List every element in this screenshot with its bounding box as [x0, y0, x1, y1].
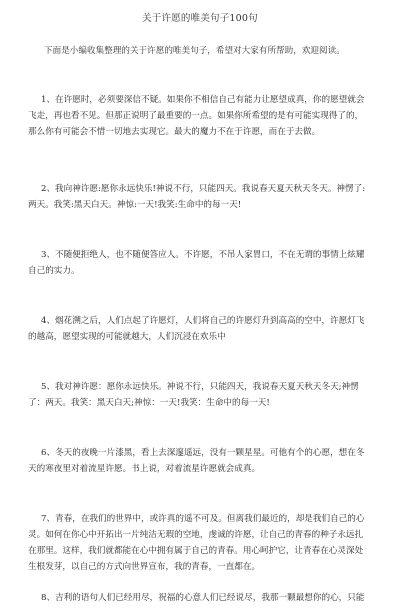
paragraph-line: 1、在许愿时，必须要深信不疑。如果你不相信自己有能力让愿望成真，你的愿望就会 [41, 95, 365, 105]
paragraph-line: 生根发芽，以自己的方式向世界宣布，我的青春，一直都在。 [28, 562, 261, 572]
paragraph-line: 飞走，再也看不见。但那正说明了最重要的一点。如果你所希望的是有可能实现得了的， [28, 111, 364, 121]
paragraph-3 [28, 247, 373, 279]
paragraph-line: 6、冬天的夜晚一片漆黑，看上去深邃遥远，没有一颗星星。可他有个的心愿，想在冬 [41, 448, 365, 458]
intro-text: 下面是小编收集整理的关于许愿的唯美句子，希望对大家有所帮助，欢迎阅读。 [44, 46, 345, 56]
paragraph-line: 两天。我笑:黑天白天。神惊:一天!我笑:生命中的每一天! [28, 200, 242, 210]
paragraph-line: 在那里。这样，我们就都能在心中拥有属于自己的青春。用心呵护它，让青春在心灵深处 [28, 546, 364, 556]
paragraph-line: 那么你有可能会不惜一切地去实现它。最大的魔力不在于许愿，而在于去做。 [28, 127, 321, 137]
document-title: 关于许愿的唯美句子100句 [142, 13, 258, 24]
paragraph-line: 了：两天。我笑：黑天白天;神惊：一天!我笑：生命中的每一天! [28, 398, 270, 408]
paragraph-line: 7、青春，在我们的世界中，或许真的遥不可及。但离我们最近的，却是我们自己的心 [41, 514, 365, 524]
paragraph-line: 天的寒夜里对着流星许愿。书上说，对着流星许愿就会成真。 [28, 464, 261, 474]
paragraph-line: 3、不随便拒绝人，也不随便答应人。不许愿，不吊人家胃口，不在无谓的事情上炫耀 [41, 250, 365, 260]
paragraph-line: 的越高，愿望实现的可能就越大，人们沉浸在欢乐中 [28, 332, 226, 342]
paragraph-5 [28, 379, 373, 411]
paragraph-line: 5、我对神许愿：愿你永远快乐。神说不行，只能四天，我说春天夏天秋天冬天;神愣 [41, 382, 359, 392]
paragraph-1 [28, 92, 373, 140]
paragraph-6 [28, 445, 373, 477]
paragraph-2 [28, 181, 373, 213]
paragraph-4 [28, 313, 373, 345]
paragraph-8 [28, 590, 373, 606]
paragraph-line: 2、我向神许愿:愿你永远快乐!神说不行，只能四天。我说春天夏天秋天冬天。神愣了: [41, 184, 366, 194]
paragraph-line: 8、吉利的语句人们已经用尽，祝福的心意人们已经说尽，我那一颗最想你的心，只能 [41, 593, 365, 603]
paragraph-line: 灵。如何在你心中开拓出一片纯洁无瑕的空地，虔诚的许愿，让自己的青春的种子永远扎 [28, 530, 364, 540]
paragraph-line: 4、烟花溯之后，人们点起了许愿灯，人们将自己的许愿灯升到高高的空中，许愿灯飞 [41, 316, 365, 326]
paragraph-line: 自己的实力。 [28, 266, 80, 276]
paragraph-7 [28, 511, 373, 575]
